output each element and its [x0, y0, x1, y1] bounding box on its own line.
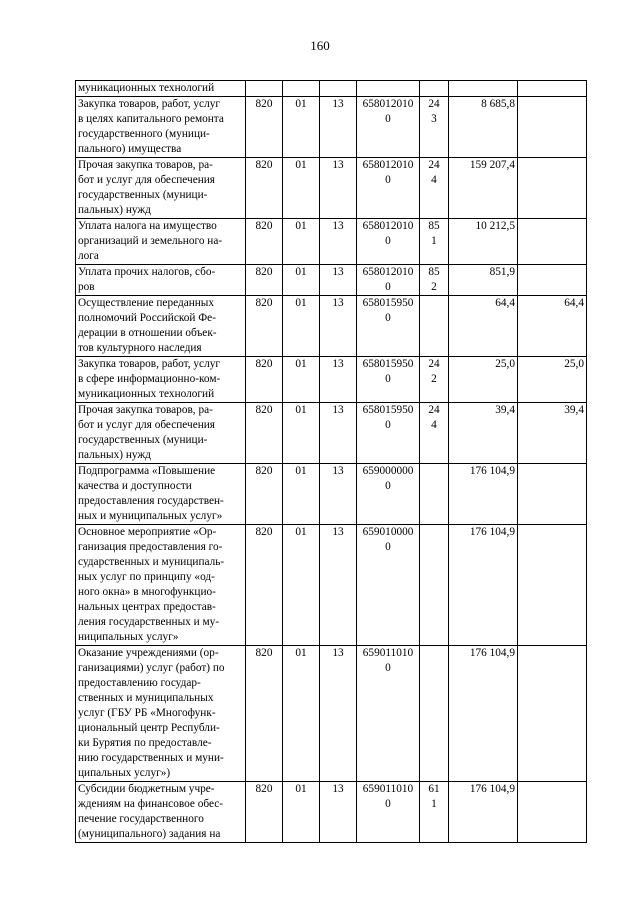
target-article-code-cell: 658012010 0 — [357, 158, 420, 219]
table-row — [76, 97, 587, 158]
row-name-cell: Закупка товаров, работ, услуг в целях капитального ремонта государственного (муници- пального) имущества — [76, 97, 246, 158]
target-article-code-cell: 659010000 0 — [357, 525, 420, 646]
subsection-code-cell: 13 — [320, 782, 357, 843]
target-article-code-cell: 658015950 0 — [357, 296, 420, 357]
row-name-cell: Прочая закупка товаров, ра- бот и услуг для обеспечения государственных (муници- пальных) нужд — [76, 403, 246, 464]
amount-cell: 25,0 — [449, 357, 518, 403]
amount-subvention-cell — [518, 158, 587, 219]
expense-type-code-cell: 24 2 — [420, 357, 449, 403]
ministry-code-cell: 820 — [246, 97, 283, 158]
row-name-cell: Прочая закупка товаров, ра- бот и услуг для обеспечения государственных (муници- пальных) нужд — [76, 158, 246, 219]
section-code-cell: 01 — [283, 782, 320, 843]
row-name-cell: Уплата прочих налогов, сбо- ров — [76, 265, 246, 296]
row-name-cell: муникационных технологий — [76, 81, 246, 97]
subsection-code-cell — [320, 81, 357, 97]
subsection-code-cell: 13 — [320, 296, 357, 357]
subsection-code-cell: 13 — [320, 357, 357, 403]
amount-subvention-cell — [518, 464, 587, 525]
expense-type-code-cell: 24 3 — [420, 97, 449, 158]
expense-type-code-cell: 61 1 — [420, 782, 449, 843]
row-name-cell: Субсидии бюджетным учре- ждениям на финансовое обес- печение государственного (муниципального) задания на — [76, 782, 246, 843]
subsection-code-cell: 13 — [320, 219, 357, 265]
ministry-code-cell — [246, 81, 283, 97]
row-name-cell: Оказание учреждениями (ор- ганизациями) услуг (работ) по предоставлению государ- ственных и муниципальных услуг (ГБУ РБ «Многофунк- циональный центр Республи- ки Бурятия по предоставле- нию государственных и муни- ципальных услуг») — [76, 646, 246, 782]
target-article-code-cell: 659011010 0 — [357, 646, 420, 782]
amount-subvention-cell — [518, 782, 587, 843]
section-code-cell: 01 — [283, 357, 320, 403]
ministry-code-cell: 820 — [246, 357, 283, 403]
expense-type-code-cell — [420, 81, 449, 97]
amount-cell: 851,9 — [449, 265, 518, 296]
amount-cell: 8 685,8 — [449, 97, 518, 158]
table-row — [76, 357, 587, 403]
expense-type-code-cell — [420, 464, 449, 525]
ministry-code-cell: 820 — [246, 646, 283, 782]
target-article-code-cell: 659011010 0 — [357, 782, 420, 843]
expense-type-code-cell — [420, 646, 449, 782]
target-article-code-cell: 658012010 0 — [357, 265, 420, 296]
amount-subvention-cell — [518, 525, 587, 646]
ministry-code-cell: 820 — [246, 296, 283, 357]
target-article-code-cell: 658012010 0 — [357, 219, 420, 265]
page-number: 160 — [310, 38, 330, 53]
expense-type-code-cell: 24 4 — [420, 403, 449, 464]
table-row — [76, 265, 587, 296]
section-code-cell: 01 — [283, 97, 320, 158]
target-article-code-cell: 658015950 0 — [357, 357, 420, 403]
amount-cell: 10 212,5 — [449, 219, 518, 265]
expense-type-code-cell: 85 1 — [420, 219, 449, 265]
amount-subvention-cell — [518, 646, 587, 782]
ministry-code-cell: 820 — [246, 158, 283, 219]
ministry-code-cell: 820 — [246, 464, 283, 525]
amount-cell: 176 104,9 — [449, 782, 518, 843]
table-row — [76, 464, 587, 525]
table-row — [76, 646, 587, 782]
table-row — [76, 81, 587, 97]
row-name-cell: Уплата налога на имущество организаций и земельного на- лога — [76, 219, 246, 265]
amount-cell: 176 104,9 — [449, 464, 518, 525]
table-row — [76, 525, 587, 646]
section-code-cell: 01 — [283, 464, 320, 525]
table-row — [76, 296, 587, 357]
amount-subvention-cell: 64,4 — [518, 296, 587, 357]
section-code-cell: 01 — [283, 646, 320, 782]
amount-subvention-cell — [518, 97, 587, 158]
subsection-code-cell: 13 — [320, 403, 357, 464]
amount-cell: 176 104,9 — [449, 525, 518, 646]
section-code-cell: 01 — [283, 158, 320, 219]
target-article-code-cell: 658012010 0 — [357, 97, 420, 158]
section-code-cell — [283, 81, 320, 97]
subsection-code-cell: 13 — [320, 97, 357, 158]
amount-cell: 159 207,4 — [449, 158, 518, 219]
section-code-cell: 01 — [283, 265, 320, 296]
row-name-cell: Основное мероприятие «Ор- ганизация предоставления го- сударственных и муниципаль- ных услуг по принципу «од- ного окна» в многофункцио- нальных центрах предостав- ления государственных и му- ниципальных услуг» — [76, 525, 246, 646]
section-code-cell: 01 — [283, 296, 320, 357]
amount-cell — [449, 81, 518, 97]
expense-type-code-cell: 85 2 — [420, 265, 449, 296]
expense-type-code-cell: 24 4 — [420, 158, 449, 219]
table-row — [76, 403, 587, 464]
ministry-code-cell: 820 — [246, 265, 283, 296]
subsection-code-cell: 13 — [320, 525, 357, 646]
ministry-code-cell: 820 — [246, 782, 283, 843]
section-code-cell: 01 — [283, 403, 320, 464]
section-code-cell: 01 — [283, 219, 320, 265]
budget-table-body — [76, 81, 587, 843]
subsection-code-cell: 13 — [320, 464, 357, 525]
ministry-code-cell: 820 — [246, 219, 283, 265]
ministry-code-cell: 820 — [246, 403, 283, 464]
expense-type-code-cell — [420, 525, 449, 646]
ministry-code-cell: 820 — [246, 525, 283, 646]
subsection-code-cell: 13 — [320, 158, 357, 219]
amount-subvention-cell — [518, 219, 587, 265]
table-row — [76, 219, 587, 265]
row-name-cell: Осуществление переданных полномочий Российской Фе- дерации в отношении объек- тов культурного наследия — [76, 296, 246, 357]
amount-subvention-cell: 39,4 — [518, 403, 587, 464]
subsection-code-cell: 13 — [320, 265, 357, 296]
subsection-code-cell: 13 — [320, 646, 357, 782]
row-name-cell: Подпрограмма «Повышение качества и доступности предоставления государствен- ных и муниципальных услуг» — [76, 464, 246, 525]
target-article-code-cell — [357, 81, 420, 97]
row-name-cell: Закупка товаров, работ, услуг в сфере информационно-ком- муникационных технологий — [76, 357, 246, 403]
amount-cell: 176 104,9 — [449, 646, 518, 782]
table-row — [76, 158, 587, 219]
table-row — [76, 782, 587, 843]
amount-subvention-cell: 25,0 — [518, 357, 587, 403]
amount-cell: 64,4 — [449, 296, 518, 357]
target-article-code-cell: 658015950 0 — [357, 403, 420, 464]
target-article-code-cell: 659000000 0 — [357, 464, 420, 525]
amount-subvention-cell — [518, 81, 587, 97]
section-code-cell: 01 — [283, 525, 320, 646]
amount-cell: 39,4 — [449, 403, 518, 464]
amount-subvention-cell — [518, 265, 587, 296]
expense-type-code-cell — [420, 296, 449, 357]
budget-table — [75, 80, 587, 843]
